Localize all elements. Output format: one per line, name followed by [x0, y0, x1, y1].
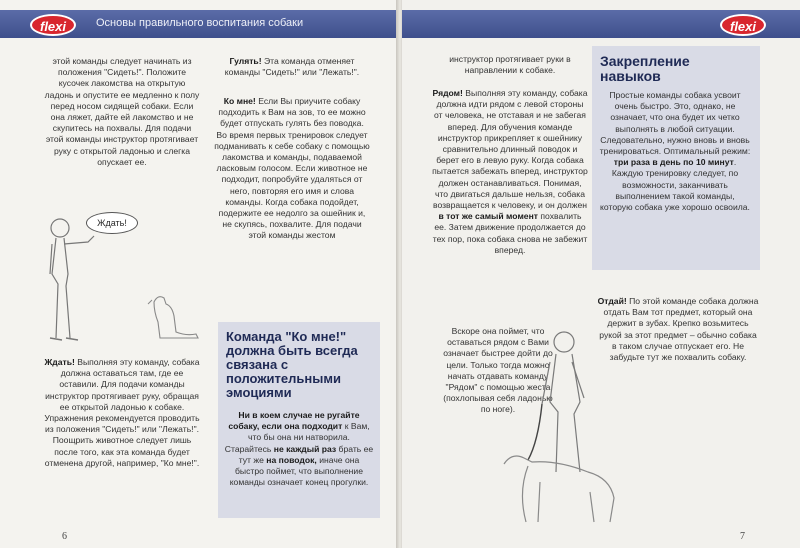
flexi-logo-right: flexi — [720, 14, 766, 36]
come-term: Ко мне! — [223, 96, 256, 106]
heel-paragraph: Рядом! Выполняя эту команду, собака должна идти рядом с левой стороны от человека, не отставая и не забегая вперед. Для обучения команде инструктор прикрепляет к ошейнику сравнительно длинный поводок и берет его в левую руку. Когда собака пытается забежать вперед, инструктор должен останавливаться. Понимая, что двигаться дальше нельзя, собака возвращается к человеку, и он должен в тот же самый момент похвалить ее. Затем движение продолжается до тех пор, пока собака снова не забежит вперед. — [432, 88, 588, 255]
wait-term: Ждать! — [44, 357, 75, 367]
come-callout-box — [218, 322, 380, 518]
header-bar-left — [0, 10, 398, 38]
heel-continued-paragraph: Вскоре она поймет, что оставаться рядом с Вами означает быстрее дойти до цели. Только тогда можно начать отдавать команду "Рядом" с помощью жеста (похлопывая себя ладонью по ноге). — [443, 326, 553, 415]
flexi-logo: flexi — [30, 14, 76, 36]
callout-text: Ни в коем случае не ругайте собаку, если она подходит к Вам, что бы она ни натворила. Старайтесь не каждый раз брать ее тут же на поводок, иначе она быстро поймет, что выполнение команды означает конец прогулки. — [224, 410, 374, 488]
header-bar-right — [402, 10, 800, 38]
hands-paragraph: инструктор протягивает руки в направлении к собаке. — [449, 54, 571, 76]
walk-term: Гулять! — [229, 56, 262, 66]
walk-paragraph — [214, 56, 370, 78]
give-term: Отдай! — [597, 296, 627, 306]
come-text: Если Вы приучите собаку подходить к Вам на зов, то ее можно будет отпускать гулять без поводка. Во время первых тренировок следует подманивать к себе собаку с помощью лакомства и команды, подаваемой ласковым голосом. Если животное не подходит, попробуйте удаляться от него, повторяя его имя и слова команды. Когда собака подойдет, подержите ее недолго за ошейник и, не скупясь, похвалите. Для подачи этой команды жестом — [214, 96, 370, 241]
come-paragraph — [214, 96, 370, 242]
walk-text: Эта команда отменяет команды "Сидеть!" или "Лежать!". — [224, 56, 360, 78]
right-page — [402, 0, 800, 548]
page-number-right: 7 — [740, 531, 745, 542]
wait-paragraph — [44, 357, 200, 469]
heel-term: Рядом! — [432, 88, 463, 98]
header-title: Основы правильного воспитания собаки — [96, 17, 304, 29]
trainer-illustration — [36, 214, 106, 346]
reinforce-callout-box — [592, 46, 760, 270]
wait-text: Выполняя эту команду, собака должна оставаться там, где ее оставили. Для подачи команды инструктор протягивает руку, обращая ее открытой ладонью к собаке. Упражнения рекомендуется проводить из положения "Сидеть!" или "Лежать!". Поощрить животное следует лишь после того, как эта команда будет отменена другой, например, "Ко мне!". — [44, 357, 200, 468]
heel-walking-illustration — [498, 322, 648, 530]
speech-bubble: Ждать! — [86, 212, 138, 234]
give-paragraph: Отдай! По этой команде собака должна отдать Вам тот предмет, который она держит в зубах. Крепко возьмитесь рукой за этот предмет – обычно собака в таком случае отпускает его. Не забудьте тут же похвалить собаку. — [597, 296, 759, 363]
callout-title: Команда "Ко мне!" должна быть всегда связана с положительными эмоциями — [226, 329, 358, 400]
reinforce-title: Закрепление навыков — [600, 53, 690, 84]
sitting-dog-illustration — [146, 292, 206, 342]
page-number-left: 6 — [62, 531, 67, 542]
reinforce-text: Простые команды собака усвоит очень быстро. Это, однако, не означает, что она будет их четко выполнять в любой ситуации. Следовательно, нужно вновь и вновь тренироваться. Оптимальный режим: три раза в день по 10 минут. Каждую тренировку следует, по возможности, заканчивать выполнением такой команды, которую собака уже хорошо освоила. — [599, 90, 751, 213]
sit-down-paragraph: этой команды следует начинать из положения "Сидеть!". Положите кусочек лакомства на открытую ладонь и опустите ее медленно к полу перед носом сидящей собаки. Если она ляжет, дайте ей лакомство и не скупитесь на похвалы. Для подачи этой команды инструктор протягивает руку с открытой ладонью и слегка опускает ее. — [44, 56, 200, 167]
left-page — [0, 0, 398, 548]
